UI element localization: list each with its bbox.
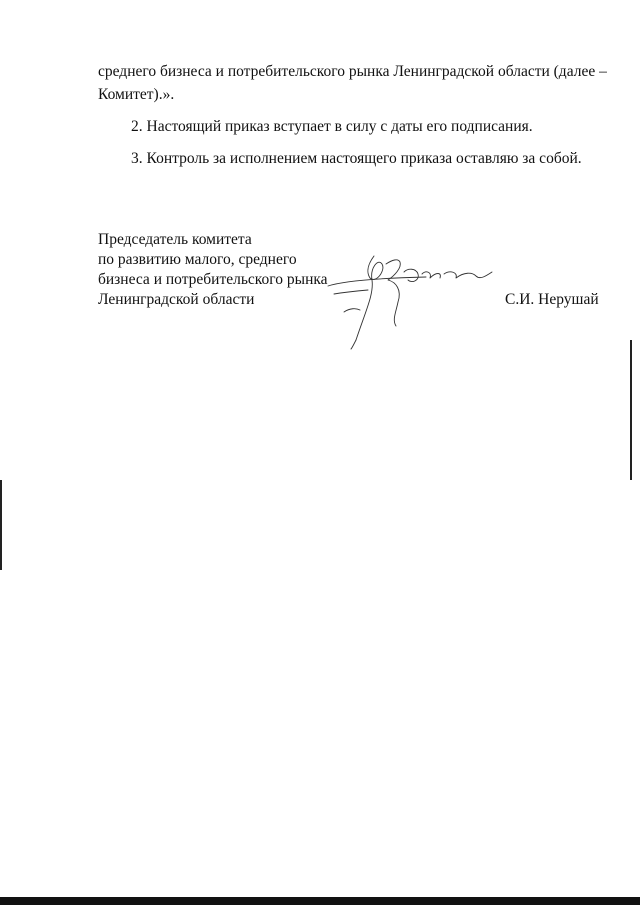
scan-edge-line-left: [0, 480, 2, 570]
signatory-title-line-4: Ленинградской области: [98, 291, 255, 308]
signatory-title-line-3: бизнеса и потребительского рынка: [98, 271, 328, 288]
scan-edge-line: [630, 340, 632, 480]
scan-bottom-border: [0, 897, 640, 905]
item-2: 2. Настоящий приказ вступает в силу с даты его подписания.: [131, 118, 533, 135]
signatory-title-line-2: по развитию малого, среднего: [98, 251, 297, 268]
handwritten-signature: [326, 250, 496, 350]
paragraph-line-1: среднего бизнеса и потребительского рынка Ленинградской области (далее –: [98, 63, 607, 80]
signatory-title-line-1: Председатель комитета: [98, 231, 252, 248]
paragraph-line-2: Комитет).».: [98, 86, 175, 103]
item-3: 3. Контроль за исполнением настоящего приказа оставляю за собой.: [131, 150, 582, 167]
signatory-name: С.И. Нерушай: [505, 291, 599, 308]
